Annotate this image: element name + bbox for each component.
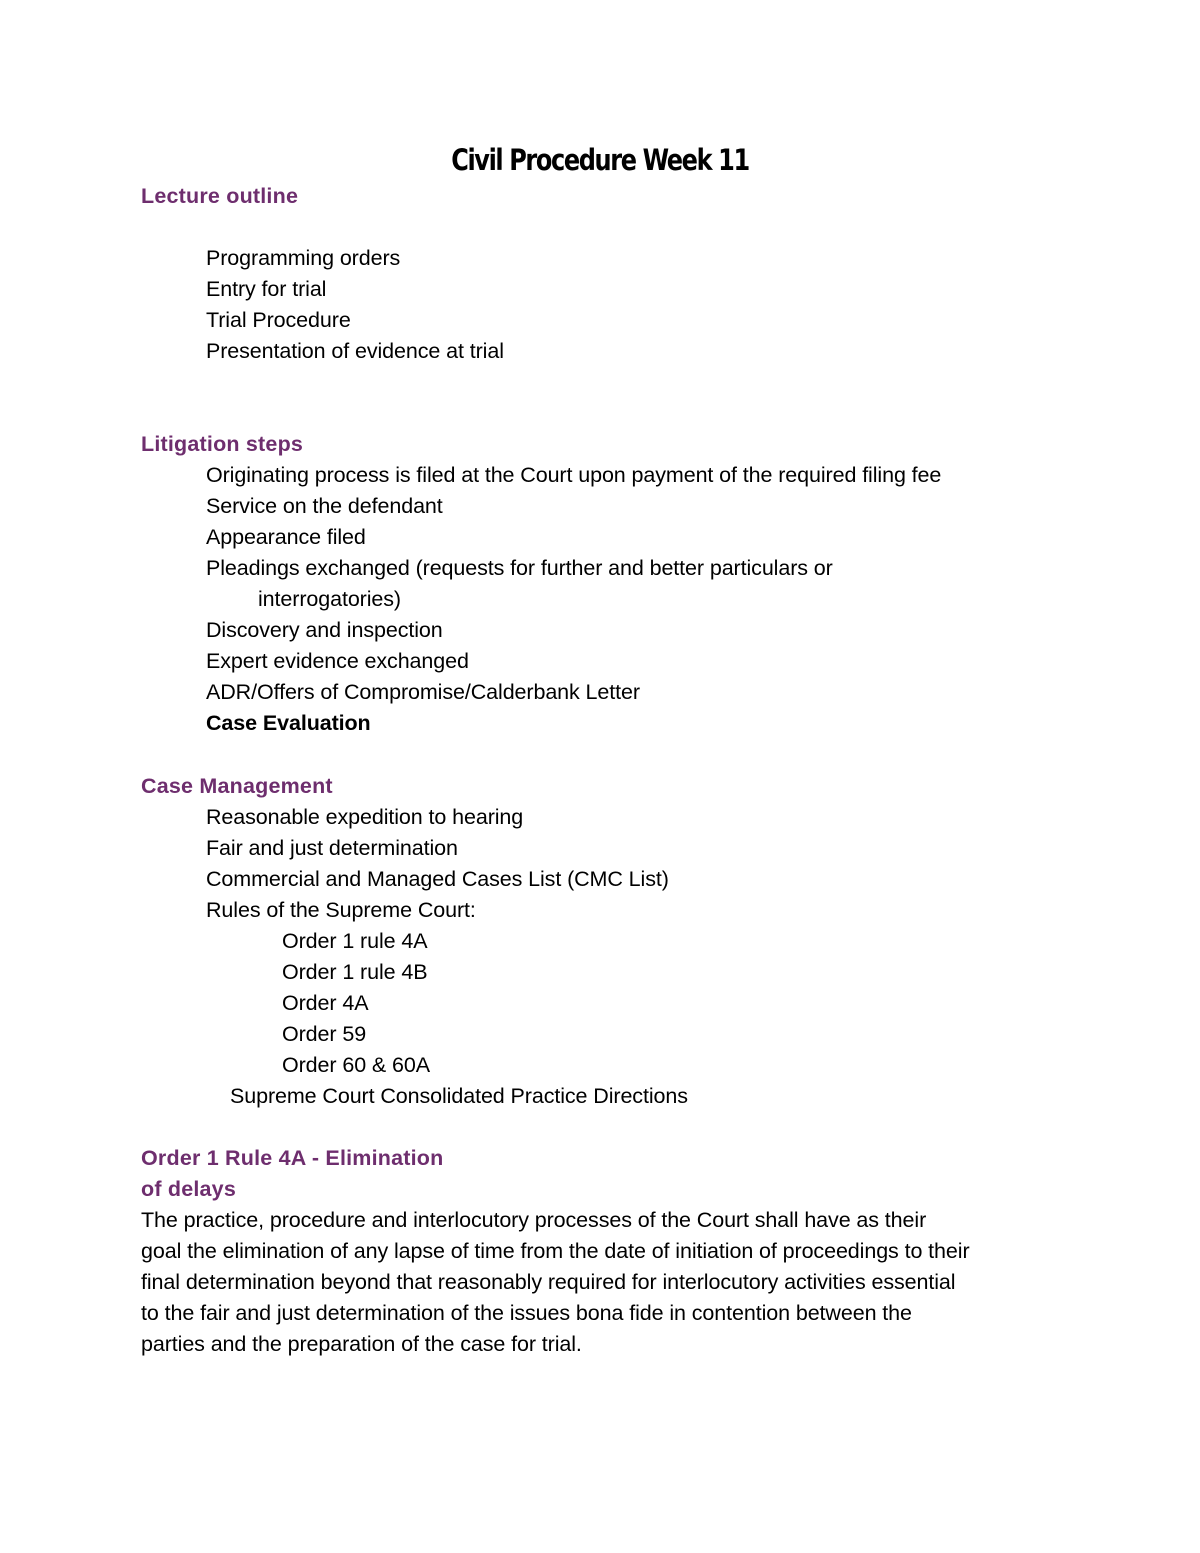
rule-item: Order 59: [282, 1022, 367, 1046]
list-item: Discovery and inspection: [206, 618, 443, 642]
section-heading-order-1-rule-4a-cont: of delays: [141, 1177, 237, 1201]
list-item: Trial Procedure: [206, 308, 351, 332]
paragraph-line: goal the elimination of any lapse of time from the date of initiation of proceedings to their: [141, 1239, 970, 1263]
list-item: Programming orders: [206, 246, 401, 270]
list-item: Fair and just determination: [206, 836, 458, 860]
list-item: Presentation of evidence at trial: [206, 339, 504, 363]
section-heading-litigation-steps: Litigation steps: [141, 432, 304, 456]
list-item: Expert evidence exchanged: [206, 649, 469, 673]
list-item: Appearance filed: [206, 525, 366, 549]
list-item: Commercial and Managed Cases List (CMC List): [206, 867, 669, 891]
list-item: Service on the defendant: [206, 494, 443, 518]
paragraph-line: final determination beyond that reasonably required for interlocutory activities essential: [141, 1270, 956, 1294]
list-item: Reasonable expedition to hearing: [206, 805, 524, 829]
list-item-practice-directions: Supreme Court Consolidated Practice Directions: [230, 1084, 688, 1108]
section-heading-order-1-rule-4a: Order 1 Rule 4A - Elimination: [141, 1146, 444, 1170]
list-item: Rules of the Supreme Court:: [206, 898, 476, 922]
rule-item: Order 60 & 60A: [282, 1053, 430, 1077]
paragraph-line: The practice, procedure and interlocutory processes of the Court shall have as their: [141, 1208, 927, 1232]
list-item: Entry for trial: [206, 277, 327, 301]
page-title: Civil Procedure Week 11: [451, 143, 749, 177]
rule-item: Order 1 rule 4B: [282, 960, 428, 984]
rule-item: Order 4A: [282, 991, 369, 1015]
list-item: Originating process is filed at the Court upon payment of the required filing fee: [206, 463, 942, 487]
paragraph-line: to the fair and just determination of the issues bona fide in contention between the: [141, 1301, 912, 1325]
rule-item: Order 1 rule 4A: [282, 929, 428, 953]
paragraph-line: parties and the preparation of the case for trial.: [141, 1332, 582, 1356]
list-item-case-evaluation: Case Evaluation: [206, 711, 371, 735]
list-item-continuation: interrogatories): [258, 587, 401, 611]
list-item: ADR/Offers of Compromise/Calderbank Letter: [206, 680, 640, 704]
section-heading-lecture-outline: Lecture outline: [141, 184, 299, 208]
list-item: Pleadings exchanged (requests for further and better particulars or: [206, 556, 833, 580]
section-heading-case-management: Case Management: [141, 774, 333, 798]
